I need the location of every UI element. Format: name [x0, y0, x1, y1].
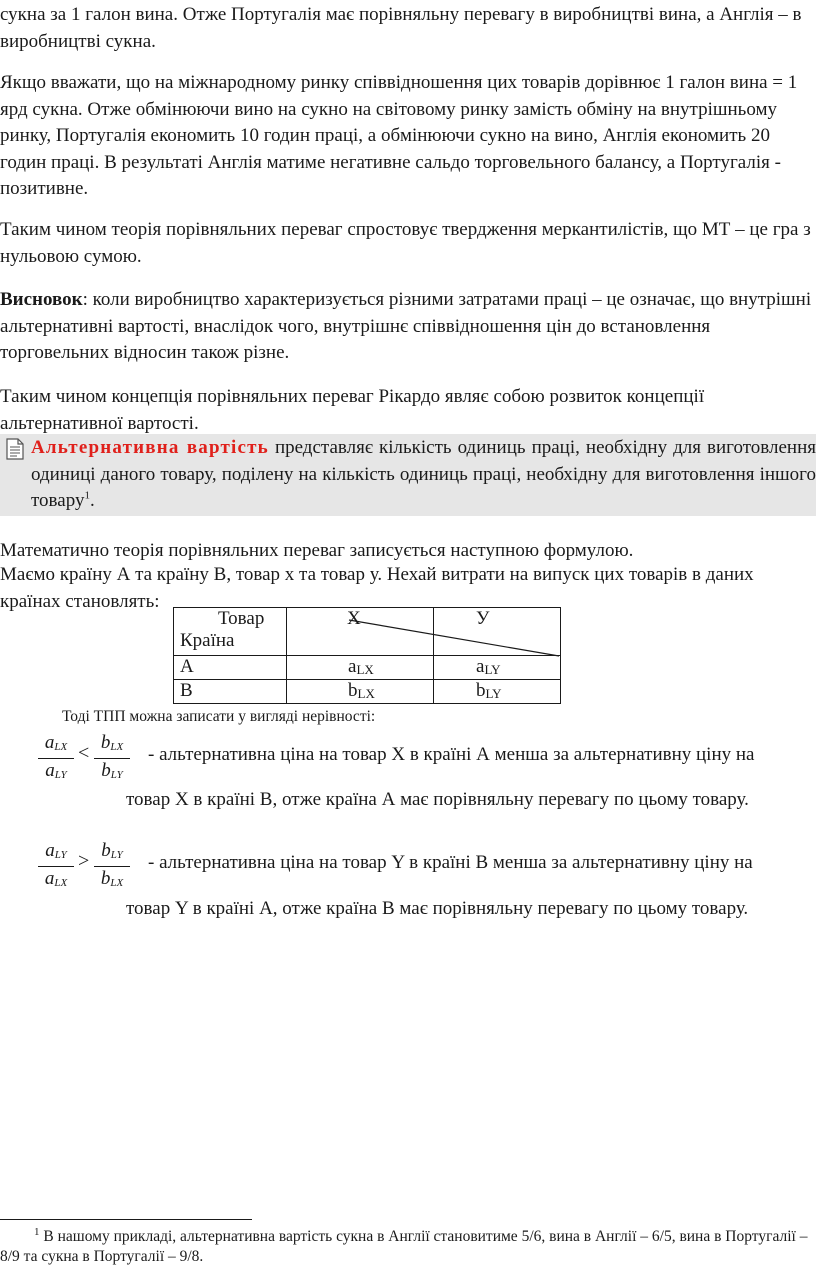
row-country: А: [174, 656, 287, 680]
conclusion-label: Висновок: [0, 289, 83, 310]
intro-line-2: Маємо країну А та країну В, товар х та товар у. Нехай витрати на випуск цих товарів в даних країнах становлять:: [0, 564, 754, 612]
inequality-1-desc-line-1: - альтернативна ціна на товар Х в країні А менша за альтернативну ціну на: [148, 744, 755, 765]
greater-than-sign: >: [78, 850, 90, 872]
inequality-1: aLX aLY < bLX bLY: [38, 732, 138, 790]
header-x: Х: [347, 608, 361, 629]
inequality-1-desc-line-2: товар Х в країні В, отже країна А має порівняльну перевагу по цьому товару.: [126, 789, 749, 810]
corner-cell: [174, 608, 287, 656]
header-product: Товар: [218, 608, 265, 629]
paragraph-conclusion: [0, 287, 812, 367]
definition-term: Альтернативна вартість: [31, 437, 269, 458]
footnote-separator: [0, 1219, 252, 1220]
table-row: [174, 656, 561, 680]
math-intro: Тоді ТПП можна записати у вигляді нерівності:: [62, 708, 376, 725]
note-icon: [6, 438, 24, 460]
header-y: У: [476, 608, 490, 629]
inequality-2: aLY aLX > bLY bLX: [38, 840, 138, 898]
paragraph-5: Таким чином концепція порівняльних переваг Рікардо являє собою розвиток концепції альтернативної вартості.: [0, 386, 705, 434]
footnote: [0, 1227, 816, 1267]
cell-x: bLX: [287, 680, 434, 704]
cell-x: aLX: [287, 656, 434, 680]
definition-end: .: [89, 490, 95, 511]
definition-text: [31, 435, 816, 515]
paragraph-3: Таким чином теорія порівняльних переваг спростовує твердження меркантилістів, що МТ – це гра з нульовою сумою.: [0, 219, 811, 267]
row-country: В: [174, 680, 287, 704]
table-row: [174, 680, 561, 704]
cost-table: [173, 607, 561, 704]
header-country: Країна: [180, 630, 235, 651]
definition-body: представляє кількість одиниць праці, необхідну для виготовлення одиниці даного товару, поділену на кількість одиниць праці, необхідну для виготовлення іншого товару: [31, 437, 816, 511]
inequality-2-desc-line-2: товар Y в країні А, отже країна В має порівняльну перевагу по цьому товару.: [126, 898, 749, 919]
conclusion-text: : коли виробництво характеризується різними затратами праці – це означає, що внутрішні альтернативні вартості, внаслідок чого, внутрішнє співвідношення цін до встановлення торговельних відносин також різне.: [0, 289, 812, 363]
footnote-ref: 1: [84, 489, 90, 502]
header-y-cell: [434, 608, 561, 656]
footnote-text: В нашому прикладі, альтернативна вартість сукна в Англії становитиме 5/6, вина в Англії – 6/5, вина в Португалії – 8/9 та сукна в Португалії – 9/8.: [0, 1228, 808, 1265]
inequality-2-desc-line-1: - альтернативна ціна на товар Y в країні В менша за альтернативну ціну на: [148, 852, 753, 873]
header-x-cell: [287, 608, 434, 656]
paragraph-1: сукна за 1 галон вина. Отже Португалія має порівняльну перевагу в виробництві вина, а Англія – в виробництві сукна.: [0, 4, 802, 52]
cell-y: bLY: [434, 680, 561, 704]
less-than-sign: <: [78, 742, 90, 764]
cell-y: aLY: [434, 656, 561, 680]
footnote-number: 1: [34, 1225, 40, 1238]
table-header-row: [174, 608, 561, 656]
definition-box: [0, 434, 816, 516]
intro-line-1: Математично теорія порівняльних переваг записується наступною формулою.: [0, 540, 634, 561]
paragraph-2: Якщо вважати, що на міжнародному ринку співвідношення цих товарів дорівнює 1 галон вина = 1 ярд сукна. Отже обмінюючи вино на сукно на світовому ринку замість обміну на внутрішньому ринку, Португалія економить 10 годин праці, а обмінюючи сукно на вино, Англія економить 20 годин праці. В результаті Англія матиме негативне сальдо торговельного балансу, а Португалія - позитивне.: [0, 72, 798, 199]
